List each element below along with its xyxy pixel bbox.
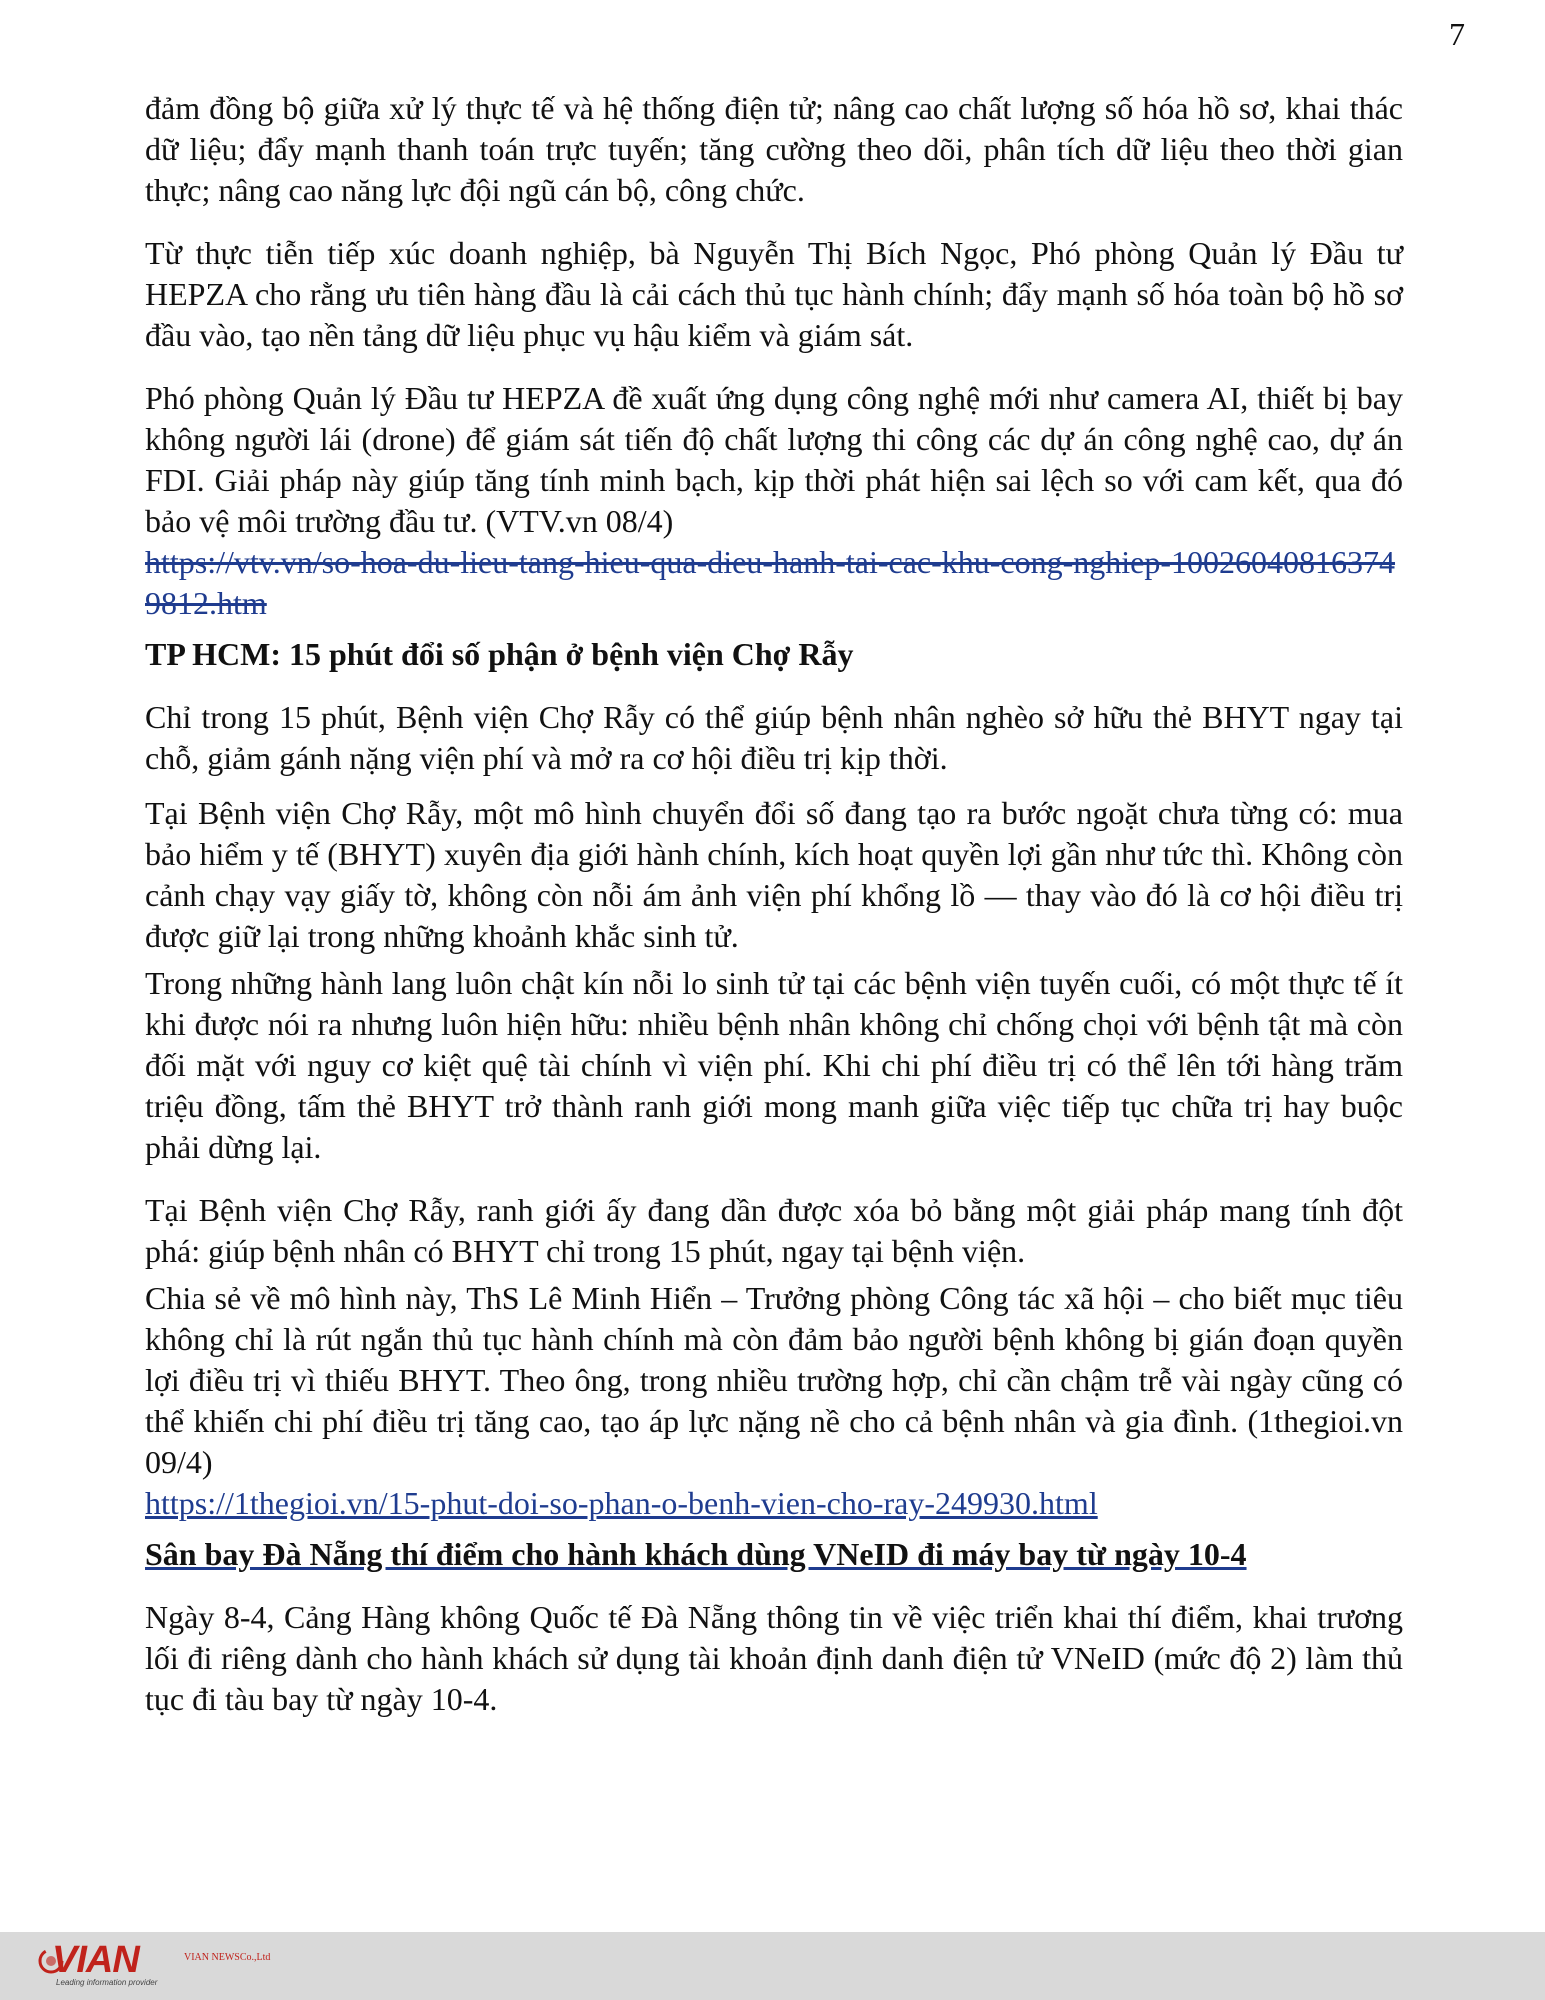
page-number: 7 bbox=[1449, 16, 1465, 52]
paragraph: Trong những hành lang luôn chật kín nỗi lo sinh tử tại các bệnh viện tuyến cuối, có một thực tế ít khi được nói ra nhưng luôn hiện hữu: nhiều bệnh nhân không chỉ chống chọi với bệnh tật mà còn đối mặt với nguy cơ kiệt quệ tài chính vì viện phí. Khi chi phí điều trị có thể lên tới hàng trăm triệu đồng, tấm thẻ BHYT trở thành ranh giới mong manh giữa việc tiếp tục chữa trị hay buộc phải dừng lại. bbox=[145, 965, 1403, 1165]
paragraph: Chia sẻ về mô hình này, ThS Lê Minh Hiển – Trưởng phòng Công tác xã hội – cho biết mục tiêu không chỉ là rút ngắn thủ tục hành chính mà còn đảm bảo người bệnh không bị gián đoạn quyền lợi điều trị vì thiếu BHYT. Theo ông, trong nhiều trường hợp, chỉ cần chậm trễ vài ngày cũng có thể khiến chi phí điều trị tăng cao, tạo áp lực nặng nề cho cả bệnh nhân và gia đình. (1thegioi.vn 09/4) bbox=[145, 1280, 1403, 1480]
source-link[interactable]: https://1thegioi.vn/15-phut-doi-so-phan-o-benh-vien-cho-ray-249930.html bbox=[145, 1485, 1098, 1521]
paragraph: Chỉ trong 15 phút, Bệnh viện Chợ Rẫy có thể giúp bệnh nhân nghèo sở hữu thẻ BHYT ngay tại chỗ, giảm gánh nặng viện phí và mở ra cơ hội điều trị kịp thời. bbox=[145, 699, 1403, 776]
logo-wordmark: VIAN bbox=[52, 1939, 139, 1981]
article-headline: TP HCM: 15 phút đổi số phận ở bệnh viện Chợ Rẫy bbox=[145, 636, 854, 672]
paragraph: Từ thực tiễn tiếp xúc doanh nghiệp, bà Nguyễn Thị Bích Ngọc, Phó phòng Quản lý Đầu tư HEPZA cho rằng ưu tiên hàng đầu là cải cách thủ tục hành chính; đẩy mạnh số hóa toàn bộ hồ sơ đầu vào, tạo nền tảng dữ liệu phục vụ hậu kiểm và giám sát. bbox=[145, 235, 1403, 353]
article-body bbox=[145, 88, 1403, 1720]
source-link[interactable]: https://vtv.vn/so-hoa-du-lieu-tang-hieu-qua-dieu-hanh-tai-cac-khu-cong-nghiep-100260408163749812.htm bbox=[145, 544, 1396, 621]
paragraph: Ngày 8-4, Cảng Hàng không Quốc tế Đà Nẵng thông tin về việc triển khai thí điểm, khai trương lối đi riêng dành cho hành khách sử dụng tài khoản định danh điện tử VNeID (mức độ 2) làm thủ tục đi tàu bay từ ngày 10-4. bbox=[145, 1599, 1403, 1717]
paragraph: Tại Bệnh viện Chợ Rẫy, một mô hình chuyển đổi số đang tạo ra bước ngoặt chưa từng có: mua bảo hiểm y tế (BHYT) xuyên địa giới hành chính, kích hoạt quyền lợi gần như tức thì. Không còn cảnh chạy vạy giấy tờ, không còn nỗi ám ảnh viện phí khổng lồ — thay vào đó là cơ hội điều trị được giữ lại trong những khoảnh khắc sinh tử. bbox=[145, 795, 1403, 954]
logo-tagline: Leading information provider bbox=[56, 1978, 158, 1987]
company-name: VIAN NEWSCo.,Ltd bbox=[184, 1952, 271, 1963]
paragraph: đảm đồng bộ giữa xử lý thực tế và hệ thống điện tử; nâng cao chất lượng số hóa hồ sơ, khai thác dữ liệu; đẩy mạnh thanh toán trực tuyến; tăng cường theo dõi, phân tích dữ liệu theo thời gian thực; nâng cao năng lực đội ngũ cán bộ, công chức. bbox=[145, 90, 1403, 208]
vian-logo bbox=[36, 1940, 276, 1992]
paragraph: Phó phòng Quản lý Đầu tư HEPZA đề xuất ứng dụng công nghệ mới như camera AI, thiết bị bay không người lái (drone) để giám sát tiến độ chất lượng thi công các dự án công nghệ cao, dự án FDI. Giải pháp này giúp tăng tính minh bạch, kịp thời phát hiện sai lệch so với cam kết, qua đó bảo vệ môi trường đầu tư. (VTV.vn 08/4) bbox=[145, 380, 1403, 539]
page-footer bbox=[0, 1932, 1545, 2000]
paragraph: Tại Bệnh viện Chợ Rẫy, ranh giới ấy đang dần được xóa bỏ bằng một giải pháp mang tính đột phá: giúp bệnh nhân có BHYT chỉ trong 15 phút, ngay tại bệnh viện. bbox=[145, 1192, 1403, 1269]
article-headline-link[interactable]: Sân bay Đà Nẵng thí điểm cho hành khách dùng VNeID đi máy bay từ ngày 10-4 bbox=[145, 1536, 1247, 1572]
